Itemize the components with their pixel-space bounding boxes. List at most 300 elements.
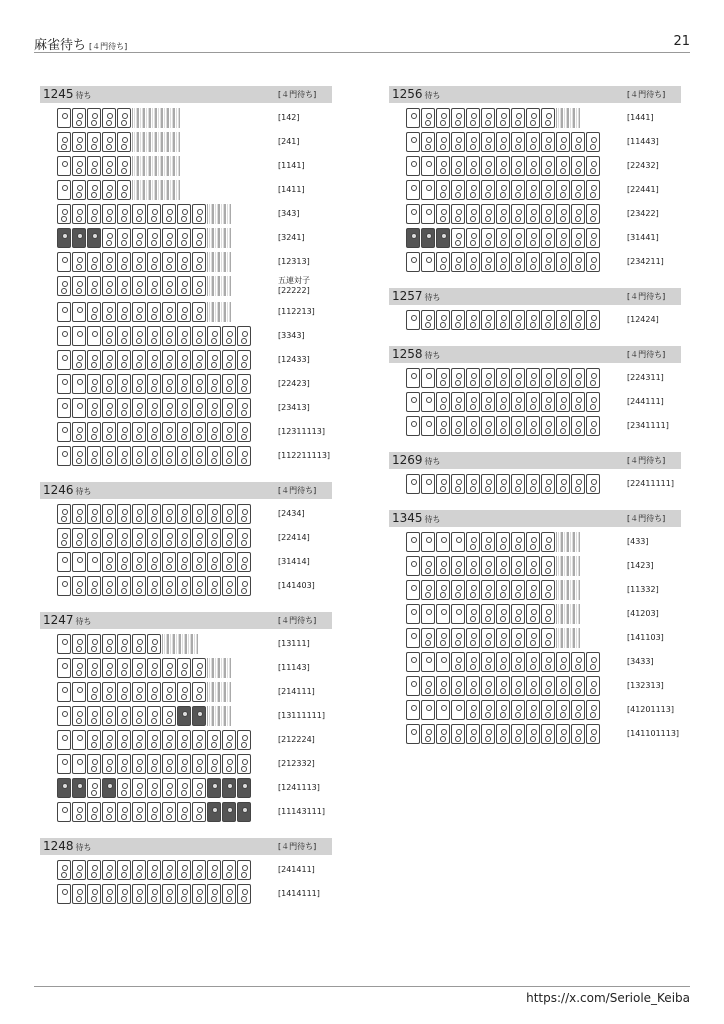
wait-code: 五連対子 [22222] [278,276,310,295]
pin-tile-icon [72,634,86,654]
wait-code: [11443] [627,137,659,146]
pin-tile-icon [102,778,116,798]
pin-tile-icon [132,204,146,224]
pin-tile-icon [207,446,221,466]
section-number: 1269 [392,453,423,467]
pin-tile-icon [436,724,450,744]
pin-tile-icon [72,706,86,726]
pin-tile-icon [571,156,585,176]
pin-tile-icon [451,310,465,330]
tile-group [406,604,580,624]
pin-tile-icon [222,576,236,596]
pin-tile-icon [87,132,101,152]
pin-tile-icon [222,350,236,370]
section-header [40,612,332,629]
pin-tile-icon [132,658,146,678]
pin-tile-icon [511,556,525,576]
pin-tile-icon [72,658,86,678]
pin-tile-icon [57,252,71,272]
pin-tile-icon [132,276,146,296]
hand-row [40,300,332,324]
pin-tile-icon [57,398,71,418]
pin-tile-icon [57,276,71,296]
pin-tile-icon [132,422,146,442]
tile-group [406,724,601,744]
pin-tile-icon [87,108,101,128]
pin-tile-icon [481,580,495,600]
pin-tile-icon [177,730,191,750]
pin-tile-icon [481,532,495,552]
pin-tile-icon [177,228,191,248]
pin-tile-icon [72,350,86,370]
pin-tile-icon [117,884,131,904]
pin-tile-icon [162,682,176,702]
pin-tile-icon [57,860,71,880]
pin-tile-icon [406,676,420,696]
pin-tile-icon [237,350,251,370]
pin-tile-icon [117,204,131,224]
pin-tile-icon [481,156,495,176]
pin-tile-icon [556,252,570,272]
pin-tile-icon [102,108,116,128]
tile-back-icon [574,628,580,648]
pin-tile-icon [57,422,71,442]
pin-tile-icon [192,228,206,248]
pin-tile-icon [72,682,86,702]
pin-tile-icon [586,700,600,720]
wait-section [389,510,681,746]
pin-tile-icon [586,676,600,696]
wait-code: [141403] [278,581,315,590]
pin-tile-icon [102,504,116,524]
pin-tile-icon [481,228,495,248]
pin-tile-icon [451,180,465,200]
wait-code: [22432] [627,161,659,170]
pin-tile-icon [207,528,221,548]
hand-row [389,472,681,496]
pin-tile-icon [57,350,71,370]
wait-section [389,346,681,438]
pin-tile-icon [541,474,555,494]
pin-tile-icon [526,532,540,552]
pin-tile-icon [436,108,450,128]
pin-tile-icon [526,604,540,624]
pin-tile-icon [102,884,116,904]
wait-code: [1441] [627,113,654,122]
pin-tile-icon [102,276,116,296]
pin-tile-icon [72,884,86,904]
left-column [40,86,332,920]
hand-row [389,250,681,274]
pin-tile-icon [147,754,161,774]
section-suffix: 待ち [75,617,92,626]
wait-code: [11332] [627,585,659,594]
pin-tile-icon [102,350,116,370]
section-suffix: 待ち [75,487,92,496]
hand-row [40,202,332,226]
wait-code: [22411111] [627,479,674,488]
pin-tile-icon [451,604,465,624]
pin-tile-icon [571,676,585,696]
hand-row [40,250,332,274]
pin-tile-icon [147,634,161,654]
pin-tile-icon [526,676,540,696]
pin-tile-icon [466,652,480,672]
section-title [43,613,92,627]
pin-tile-icon [496,252,510,272]
pin-tile-icon [541,156,555,176]
section-title [43,483,92,497]
pin-tile-icon [511,532,525,552]
tile-back-icon [225,302,231,322]
pin-tile-icon [102,528,116,548]
pin-tile-icon [132,634,146,654]
pin-tile-icon [57,682,71,702]
pin-tile-icon [541,676,555,696]
pin-tile-icon [421,204,435,224]
pin-tile-icon [72,446,86,466]
pin-tile-icon [192,552,206,572]
section-header [389,452,681,469]
section-tag: [４門待ち] [278,616,317,625]
wait-section [40,482,332,598]
pin-tile-icon [421,180,435,200]
wait-code: [141101113] [627,729,680,738]
pin-tile-icon [526,228,540,248]
wait-code: [241411] [278,865,315,874]
hand-row [40,574,332,598]
tile-group [406,132,601,152]
pin-tile-icon [436,416,450,436]
pin-tile-icon [556,310,570,330]
hand-row [40,632,332,656]
pin-tile-icon [117,446,131,466]
pin-tile-icon [496,416,510,436]
pin-tile-icon [87,504,101,524]
pin-tile-icon [406,108,420,128]
pin-tile-icon [556,474,570,494]
pin-tile-icon [451,580,465,600]
section-number: 1258 [392,347,423,361]
pin-tile-icon [177,802,191,822]
pin-tile-icon [177,682,191,702]
pin-tile-icon [586,252,600,272]
pin-tile-icon [162,706,176,726]
pin-tile-icon [147,446,161,466]
pin-tile-icon [132,446,146,466]
pin-tile-icon [132,504,146,524]
pin-tile-icon [571,132,585,152]
pin-tile-icon [102,326,116,346]
pin-tile-icon [117,228,131,248]
wait-code: [12433] [278,355,310,364]
tile-back-icon [574,580,580,600]
pin-tile-icon [147,276,161,296]
pin-tile-icon [406,628,420,648]
pin-tile-icon [132,860,146,880]
pin-tile-icon [511,700,525,720]
pin-tile-icon [57,228,71,248]
pin-tile-icon [147,576,161,596]
pin-tile-icon [451,204,465,224]
pin-tile-icon [436,132,450,152]
pin-tile-icon [541,580,555,600]
pin-tile-icon [466,108,480,128]
pin-tile-icon [162,884,176,904]
pin-tile-icon [222,802,236,822]
tile-back-icon [174,180,180,200]
pin-tile-icon [177,350,191,370]
pin-tile-icon [147,228,161,248]
tile-group [406,392,601,412]
pin-tile-icon [511,652,525,672]
tile-group [406,368,601,388]
pin-tile-icon [526,700,540,720]
pin-tile-icon [57,778,71,798]
pin-tile-icon [481,204,495,224]
pin-tile-icon [556,204,570,224]
wait-code: [132313] [627,681,664,690]
pin-tile-icon [406,180,420,200]
pin-tile-icon [526,108,540,128]
pin-tile-icon [72,860,86,880]
pin-tile-icon [87,422,101,442]
section-header [389,346,681,363]
pin-tile-icon [466,676,480,696]
pin-tile-icon [421,392,435,412]
pin-tile-icon [192,398,206,418]
pin-tile-icon [102,634,116,654]
pin-tile-icon [57,108,71,128]
tile-group [57,302,231,322]
pin-tile-icon [451,676,465,696]
pin-tile-icon [162,504,176,524]
pin-tile-icon [87,730,101,750]
pin-tile-icon [102,730,116,750]
pin-tile-icon [481,604,495,624]
pin-tile-icon [117,180,131,200]
pin-tile-icon [192,658,206,678]
footer-url[interactable]: https://x.com/Seriole_Keiba [526,991,690,1005]
pin-tile-icon [421,556,435,576]
pin-tile-icon [222,754,236,774]
section-suffix: 待ち [424,351,441,360]
tile-back-icon [225,682,231,702]
section-tag: [４門待ち] [627,514,666,523]
pin-tile-icon [556,652,570,672]
pin-tile-icon [481,474,495,494]
pin-tile-icon [541,628,555,648]
pin-tile-icon [147,422,161,442]
pin-tile-icon [237,730,251,750]
pin-tile-icon [586,368,600,388]
pin-tile-icon [147,398,161,418]
section-tag: [４門待ち] [627,292,666,301]
pin-tile-icon [117,422,131,442]
pin-tile-icon [222,446,236,466]
pin-tile-icon [511,416,525,436]
pin-tile-icon [207,576,221,596]
pin-tile-icon [192,204,206,224]
pin-tile-icon [481,310,495,330]
pin-tile-icon [102,422,116,442]
tile-back-icon [225,252,231,272]
pin-tile-icon [451,556,465,576]
pin-tile-icon [102,658,116,678]
hand-row [40,550,332,574]
pin-tile-icon [72,422,86,442]
pin-tile-icon [406,392,420,412]
pin-tile-icon [147,504,161,524]
tile-group [57,860,252,880]
pin-tile-icon [511,392,525,412]
page-header [34,32,690,53]
pin-tile-icon [147,802,161,822]
tile-group [406,474,601,494]
hand-row [389,106,681,130]
pin-tile-icon [481,416,495,436]
pin-tile-icon [147,778,161,798]
pin-tile-icon [556,132,570,152]
pin-tile-icon [421,700,435,720]
tile-group [406,416,601,436]
pin-tile-icon [162,860,176,880]
pin-tile-icon [72,398,86,418]
wait-code: [244111] [627,397,664,406]
wait-code: [13111] [278,639,310,648]
pin-tile-icon [421,676,435,696]
pin-tile-icon [192,302,206,322]
tile-group [406,628,580,648]
pin-tile-icon [72,302,86,322]
pin-tile-icon [72,504,86,524]
pin-tile-icon [147,552,161,572]
pin-tile-icon [87,398,101,418]
pin-tile-icon [117,132,131,152]
section-title [392,289,441,303]
tile-group [406,108,580,128]
hand-row [40,444,332,468]
hand-row [40,680,332,704]
pin-tile-icon [132,350,146,370]
pin-tile-icon [57,576,71,596]
pin-tile-icon [117,682,131,702]
pin-tile-icon [511,368,525,388]
pin-tile-icon [102,156,116,176]
pin-tile-icon [192,528,206,548]
tile-group [57,706,231,726]
pin-tile-icon [87,276,101,296]
pin-tile-icon [466,532,480,552]
pin-tile-icon [496,204,510,224]
pin-tile-icon [571,652,585,672]
pin-tile-icon [102,552,116,572]
pin-tile-icon [421,416,435,436]
pin-tile-icon [147,706,161,726]
hand-row [389,722,681,746]
wait-code: [112211113] [278,451,331,460]
wait-code: [433] [627,537,649,546]
tile-back-icon [225,276,231,296]
pin-tile-icon [177,252,191,272]
wait-code: [1241113] [278,783,320,792]
pin-tile-icon [162,398,176,418]
pin-tile-icon [571,724,585,744]
tile-group [57,446,252,466]
pin-tile-icon [132,884,146,904]
pin-tile-icon [132,374,146,394]
pin-tile-icon [526,392,540,412]
tile-group [57,778,252,798]
pin-tile-icon [451,416,465,436]
pin-tile-icon [571,416,585,436]
pin-tile-icon [586,204,600,224]
tile-back-icon [574,532,580,552]
pin-tile-icon [147,884,161,904]
wait-code: [212224] [278,735,315,744]
pin-tile-icon [526,310,540,330]
wait-code: [142] [278,113,300,122]
hand-row [40,800,332,824]
tile-group [57,108,180,128]
pin-tile-icon [222,884,236,904]
pin-tile-icon [57,552,71,572]
pin-tile-icon [237,326,251,346]
page-footer [34,986,690,1005]
pin-tile-icon [406,252,420,272]
pin-tile-icon [177,204,191,224]
pin-tile-icon [481,132,495,152]
pin-tile-icon [87,326,101,346]
pin-tile-icon [496,180,510,200]
hand-row [40,502,332,526]
pin-tile-icon [87,204,101,224]
pin-tile-icon [556,676,570,696]
wait-code: [1411] [278,185,305,194]
pin-tile-icon [451,132,465,152]
pin-tile-icon [207,730,221,750]
wait-code: [112213] [278,307,315,316]
section-number: 1247 [43,613,74,627]
pin-tile-icon [481,652,495,672]
pin-tile-icon [406,532,420,552]
pin-tile-icon [117,302,131,322]
pin-tile-icon [421,310,435,330]
pin-tile-icon [207,552,221,572]
pin-tile-icon [511,252,525,272]
tile-back-icon [174,156,180,176]
wait-code: [11143] [278,663,310,672]
pin-tile-icon [132,778,146,798]
pin-tile-icon [496,604,510,624]
pin-tile-icon [102,228,116,248]
hand-row [389,130,681,154]
pin-tile-icon [102,252,116,272]
hand-row [40,106,332,130]
section-tag: [４門待ち] [627,90,666,99]
pin-tile-icon [496,532,510,552]
tile-group [406,310,601,330]
pin-tile-icon [451,392,465,412]
tile-group [57,884,252,904]
wait-code: [214111] [278,687,315,696]
hand-row [40,882,332,906]
pin-tile-icon [72,326,86,346]
pin-tile-icon [207,326,221,346]
pin-tile-icon [117,706,131,726]
hand-row [389,154,681,178]
pin-tile-icon [147,350,161,370]
